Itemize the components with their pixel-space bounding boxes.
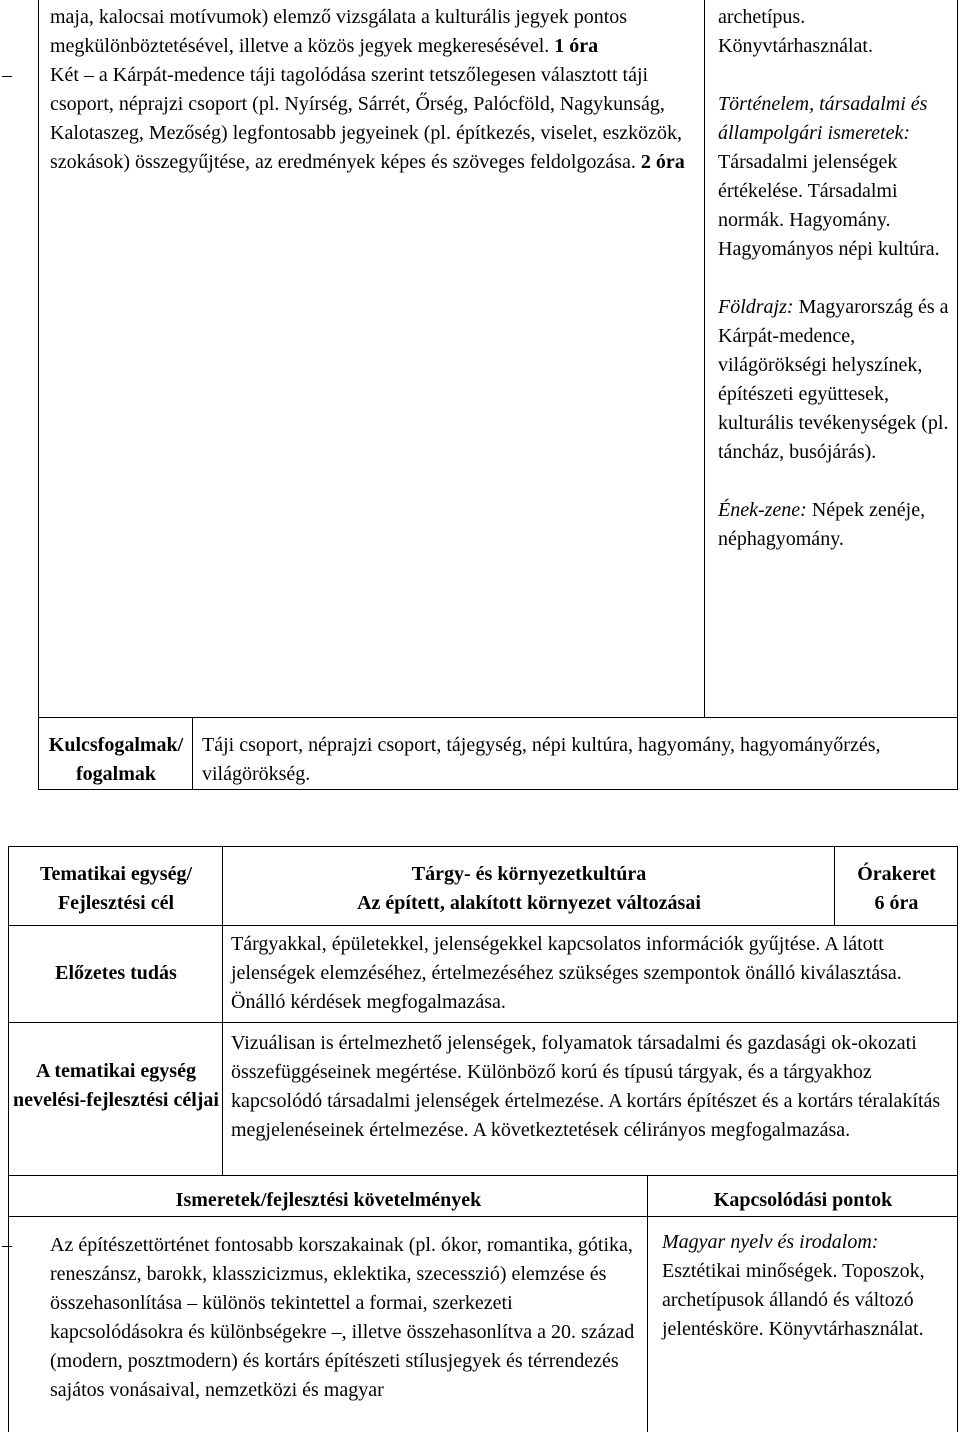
connection-literature: Magyar nyelv és irodalom: Esztétikai minőségek. Toposzok, archetípusok állandó és változó jelentésköre. Könyvtárhasználat. — [662, 1231, 925, 1340]
connection-text: archetípus. Könyvtárhasználat. — [718, 6, 873, 57]
key-concepts-label: Kulcsfogalmak/ fogalmak — [48, 734, 184, 785]
goals-text: Vizuálisan is értelmezhető jelenségek, folyamatok társadalmi és gazdasági ok-okozati összefüggéseinek megértése. Különböző korú és típusú tárgyak, és a tárgyakhoz kapcsolódó társadalmi jelenségek értelmezése. A kortárs építészet és a kortárs téralakítás megjelenéseinek értelmezése. A következtetések célirányos megfogalmazása. — [231, 1032, 941, 1141]
connections-cell — [662, 1228, 954, 1344]
connection-music: Ének-zene: Népek zenéje, néphagyomány. — [718, 499, 926, 550]
connections-cell — [718, 3, 954, 554]
content-cell — [2, 3, 695, 177]
requirements-header: Ismeretek/fejlesztési követelmények — [175, 1189, 482, 1211]
time-frame — [836, 860, 957, 918]
connection-geography: Földrajz: Magyarország és a Kárpát-medence, világörökségi helyszínek, építészeti együttesek, kulturális tevékenységek (pl. táncház, busójárás). — [718, 296, 949, 463]
prior-knowledge-label: Előzetes tudás — [55, 962, 177, 984]
bullet-dash: – — [2, 64, 12, 86]
goals-label: A tematikai egység nevelési-fejlesztési céljai — [12, 1060, 219, 1111]
hours-label: 2 óra — [640, 151, 685, 173]
hours-label: 1 óra — [554, 35, 599, 57]
subject-name: Történelem, társadalmi és állampolgári ismeretek: — [718, 93, 928, 144]
connections-header: Kapcsolódási pontok — [713, 1189, 893, 1211]
bullet-item: – Két – a Kárpát-medence táji tagolódása szerint tetszőlegesen választott táji csoport, néprajzi csoport (pl. Nyírség, Sárrét, Őrség, Palócföld, Nagykunság, Kalotaszeg, Mezőség) legfontosabb jegyeinek (pl. építkezés, viselet, eszközök, szokások) összegyűjtése, az eredmények képes és szöveges feldolgozása. 2 óra — [2, 61, 695, 177]
subject-name: Földrajz: — [718, 296, 794, 318]
unit-title — [224, 860, 834, 918]
prior-knowledge-text: Tárgyakkal, épületekkel, jelenségekkel kapcsolatos információk gyűjtése. A látott jelenségek elemzéséhez, értelmezéséhez szükséges szempontok önálló kiválasztása. Önálló kérdések megfogalmazása. — [231, 933, 902, 1013]
unit-title-line: Tárgy- és környezetkultúra — [411, 863, 647, 885]
subject-name: Ének-zene: — [718, 499, 807, 521]
key-concepts-text: Táji csoport, néprajzi csoport, tájegység, népi kultúra, hagyomány, hagyományőrzés, világörökség. — [202, 734, 881, 785]
connection-history: Történelem, társadalmi és állampolgári ismeretek: Társadalmi jelenségek értékelése. Társadalmi normák. Hagyomány. Hagyományos népi kultúra. — [718, 93, 940, 260]
time-frame-value: 6 óra — [874, 892, 919, 914]
unit-label: Tematikai egység/ Fejlesztési cél — [39, 863, 193, 914]
time-frame-label: Órakeret — [857, 863, 936, 885]
requirements-cell — [2, 1231, 642, 1405]
bullet-dash: – — [2, 1234, 12, 1256]
bullet-item: – Az építészettörténet fontosabb korszakainak (pl. ókor, romantika, gótika, reneszánsz, barokk, klasszicizmus, eklektika, szecesszió) elemzése és összehasonlítása – különös tekintettel a formai, szerkezeti kapcsolódásokra és különbségekre –, illetve összehasonlítva a 20. század (modern, posztmodern) és kortárs építészeti stílusjegyek és térrendezés sajátos vonásaival, nemzetközi és magyar — [2, 1231, 642, 1405]
content-paragraph: maja, kalocsai motívumok) elemző vizsgálata a kulturális jegyek pontos megkülönböztetésével, illetve a közös jegyek megkeresésével. 1 óra — [50, 6, 628, 57]
subject-name: Magyar nyelv és irodalom: — [662, 1231, 879, 1253]
unit-subtitle-line: Az épített, alakított környezet változásai — [357, 892, 701, 914]
